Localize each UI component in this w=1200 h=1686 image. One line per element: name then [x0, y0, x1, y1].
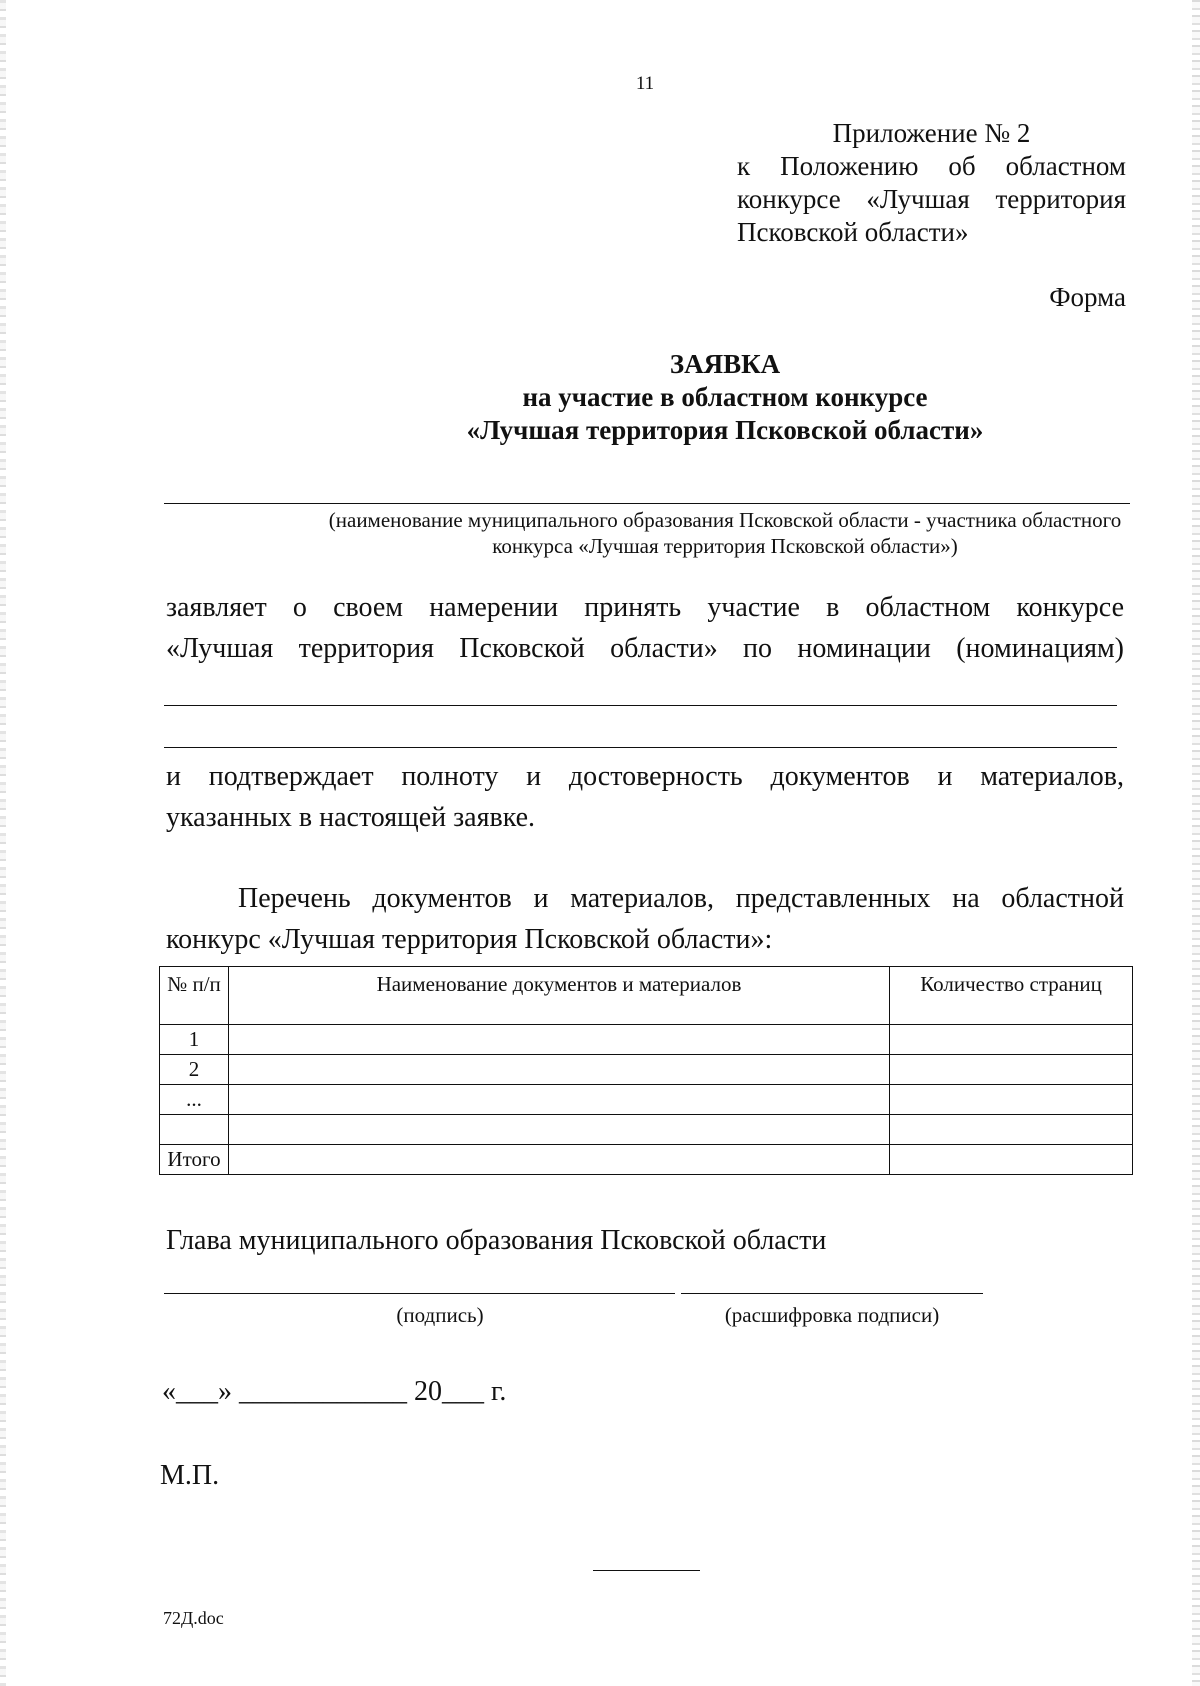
head-of-municipality-label: Глава муниципального образования Псковской области — [166, 1225, 827, 1256]
total-documents-cell[interactable] — [229, 1145, 890, 1175]
header-pages: Количество страниц — [890, 967, 1133, 1025]
page-number: 11 — [635, 73, 655, 94]
table-row — [160, 1115, 1133, 1145]
statement-text — [166, 587, 1124, 669]
municipality-caption-1: (наименование муниципального образования Псковской области - участника областного — [328, 508, 1122, 532]
date-field[interactable]: «___» ____________ 20___ г. — [162, 1376, 507, 1407]
statement-line-2: «Лучшая территория Псковской области» по номинации (номинациям) — [166, 633, 1124, 664]
stamp-place-label: М.П. — [160, 1460, 220, 1491]
page-count-cell[interactable] — [890, 1055, 1133, 1085]
signature-caption: (подпись) — [396, 1303, 484, 1327]
list-intro-line-2: конкурс «Лучшая территория Псковской области»: — [166, 924, 773, 955]
appendix-header — [737, 117, 1126, 249]
document-name-cell[interactable] — [229, 1085, 890, 1115]
municipality-caption-2: конкурса «Лучшая территория Псковской области») — [492, 534, 958, 558]
statement-line-1: заявляет о своем намерении принять участие в областном конкурсе — [166, 592, 1124, 623]
form-label: Форма — [1049, 282, 1126, 312]
end-separator — [593, 1570, 700, 1571]
row-number-cell: 2 — [160, 1055, 229, 1085]
document-name-cell[interactable] — [229, 1115, 890, 1145]
page-count-cell[interactable] — [890, 1115, 1133, 1145]
appendix-number: Приложение № 2 — [832, 118, 1031, 148]
table-row — [160, 1055, 1133, 1085]
file-name: 72Д.doc — [163, 1608, 224, 1628]
signature-line[interactable] — [164, 1293, 675, 1294]
appendix-line-3: Псковской области» — [737, 217, 969, 247]
total-pages-cell[interactable] — [890, 1145, 1133, 1175]
document-subtitle-1: на участие в областном конкурсе — [522, 382, 928, 412]
row-number-cell: ... — [160, 1085, 229, 1115]
document-title: ЗАЯВКА — [669, 349, 781, 379]
table-total-row — [160, 1145, 1133, 1175]
signature-decoding-line[interactable] — [681, 1293, 983, 1294]
list-intro — [166, 878, 1124, 960]
appendix-line-1: к Положению об областном — [737, 151, 1126, 181]
header-number: № п/п — [160, 967, 229, 1025]
confirmation-line-1: и подтверждает полноту и достоверность документов и материалов, — [166, 761, 1124, 792]
signature-decoding-caption: (расшифровка подписи) — [724, 1303, 940, 1327]
page-count-cell[interactable] — [890, 1025, 1133, 1055]
table-header-row — [160, 967, 1133, 1025]
document-subtitle-2: «Лучшая территория Псковской области» — [466, 415, 984, 445]
document-name-cell[interactable] — [229, 1025, 890, 1055]
list-intro-line-1: Перечень документов и материалов, представленных на областной — [238, 883, 1124, 914]
table-row — [160, 1025, 1133, 1055]
row-number-cell: 1 — [160, 1025, 229, 1055]
table-row — [160, 1085, 1133, 1115]
total-label-cell: Итого — [160, 1145, 229, 1175]
nomination-field-1[interactable] — [164, 705, 1117, 706]
nomination-field-2[interactable] — [164, 747, 1117, 748]
header-documents: Наименование документов и материалов — [229, 967, 890, 1025]
scan-edge-right — [1192, 0, 1200, 1686]
municipality-name-field[interactable] — [164, 503, 1130, 504]
row-number-cell — [160, 1115, 229, 1145]
confirmation-line-2: указанных в настоящей заявке. — [166, 802, 536, 833]
scan-edge-left — [0, 0, 6, 1686]
appendix-line-2: конкурсе «Лучшая территория — [737, 184, 1126, 214]
confirmation-text — [166, 756, 1124, 838]
documents-table — [159, 966, 1133, 1175]
document-name-cell[interactable] — [229, 1055, 890, 1085]
page-count-cell[interactable] — [890, 1085, 1133, 1115]
